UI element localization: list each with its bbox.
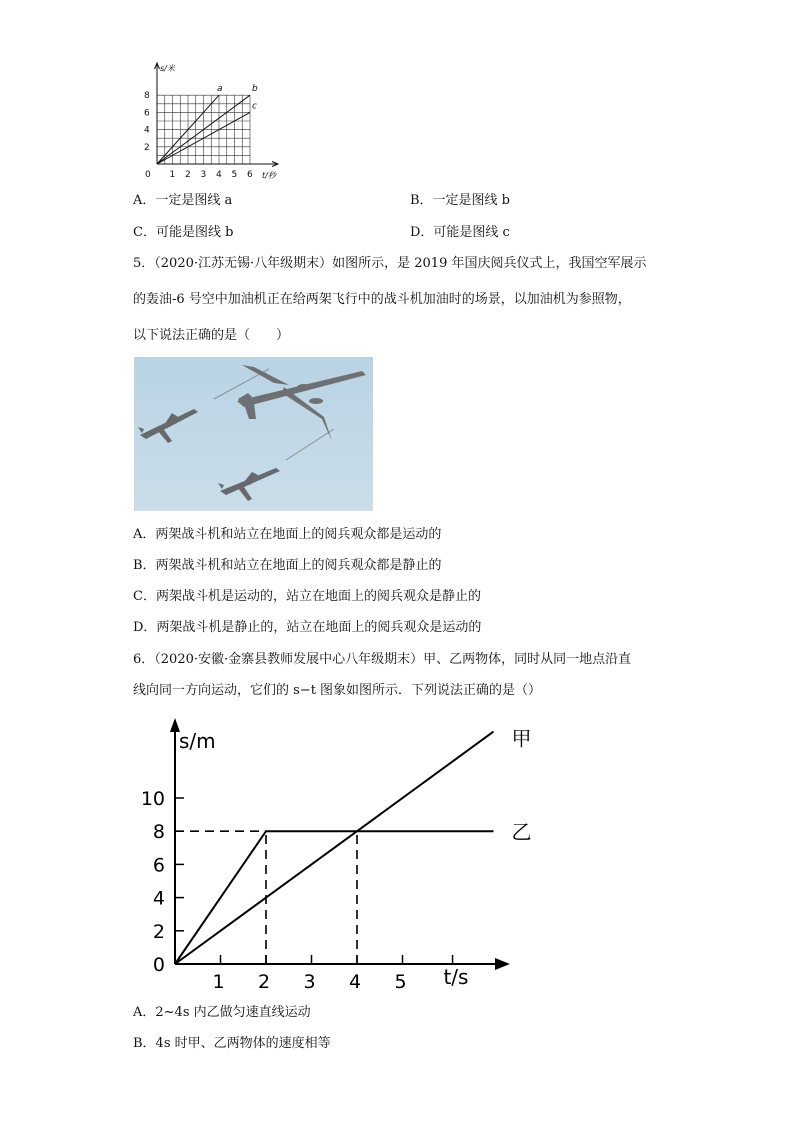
series-label-jia: 甲 xyxy=(511,726,532,751)
q6-option-a[interactable]: A．2~4s 内乙做匀速直线运动 xyxy=(133,1005,311,1020)
q5-option-b[interactable]: B．两架战斗机和站立在地面上的阅兵观众都是静止的 xyxy=(133,558,442,573)
x-tick-label: 2 xyxy=(257,971,271,993)
y-tick-label: 8 xyxy=(152,821,165,844)
st-graph-abc xyxy=(138,62,288,184)
q5-option-c[interactable]: C．两架战斗机是运动的，站立在地面上的阅兵观众是静止的 xyxy=(133,589,481,604)
x-tick-label: 3 xyxy=(200,170,207,180)
q6-stem-line-2: 线向同一方向运动，它们的 s−t 图象如图所示．下列说法正确的是（） xyxy=(133,683,542,698)
x-tick-label: 2 xyxy=(185,170,191,180)
y-axis-label: s/m xyxy=(179,729,216,753)
y-tick-label: 0 xyxy=(152,954,165,976)
y-tick-label: 8 xyxy=(144,91,150,102)
y-tick-label: 4 xyxy=(144,125,150,136)
y-tick-label: 2 xyxy=(152,920,165,943)
q5-option-a[interactable]: A．两架战斗机和站立在地面上的阅兵观众都是运动的 xyxy=(133,527,442,542)
x-tick-label: 4 xyxy=(348,971,362,993)
x-tick-label: 0 xyxy=(145,170,151,180)
q4-option-b[interactable]: B．一定是图线 b xyxy=(410,193,511,208)
series-line-甲 xyxy=(175,732,494,964)
x-tick-label: 5 xyxy=(231,170,238,180)
x-tick-label: 4 xyxy=(216,170,222,180)
axes xyxy=(155,63,279,167)
series-label-a: a xyxy=(217,84,223,95)
y-tick-label: 10 xyxy=(140,788,165,810)
x-tick-label: 5 xyxy=(394,971,407,993)
x-axis-arrow xyxy=(495,958,510,970)
q5-stem-line-1: 5．（2020·江苏无锡·八年级期末）如图所示，是 2019 年国庆阅兵仪式上，我国空军展示 xyxy=(133,256,647,271)
x-tick-label: 6 xyxy=(247,170,253,180)
q4-option-a[interactable]: A．一定是图线 a xyxy=(133,193,233,208)
x-axis-label: t/s xyxy=(443,965,469,989)
x-tick-label: 1 xyxy=(212,971,225,993)
q5-stem-line-2: 的轰油-6 号空中加油机正在给两架飞行中的战斗机加油时的场景，以加油机为参照物， xyxy=(133,292,631,307)
q6-option-b[interactable]: B．4s 时甲、乙两物体的速度相等 xyxy=(133,1036,331,1051)
series-label-b: b xyxy=(252,84,258,95)
y-tick-label: 4 xyxy=(152,887,165,910)
q5-stem-line-3: 以下说法正确的是（ ） xyxy=(133,328,290,343)
q6-stem-line-1: 6．（2020·安徽·金寨县教师发展中心八年级期末）甲、乙两物体，同时从同一地点沿直 xyxy=(133,652,632,667)
x-tick-label: 1 xyxy=(169,170,176,180)
y-tick-label: 6 xyxy=(144,108,150,119)
series-line-乙 xyxy=(175,831,494,964)
q4-option-d[interactable]: D．可能是图线 c xyxy=(410,225,510,240)
x-axis-label: t/秒 xyxy=(262,171,276,180)
y-tick-label: 6 xyxy=(152,854,165,877)
st-graph-jia-yi xyxy=(120,712,540,994)
series-label-c: c xyxy=(252,101,257,112)
y-axis-label: s/米 xyxy=(160,64,175,73)
x-tick-label: 3 xyxy=(303,971,316,993)
y-tick-label: 2 xyxy=(144,142,150,153)
refueling-aircraft-photo xyxy=(134,357,373,511)
q5-option-d[interactable]: D．两架战斗机是静止的，站立在地面上的阅兵观众是运动的 xyxy=(133,620,482,635)
q4-option-c[interactable]: C．可能是图线 b xyxy=(133,225,234,240)
series-label-yi: 乙 xyxy=(511,820,532,845)
